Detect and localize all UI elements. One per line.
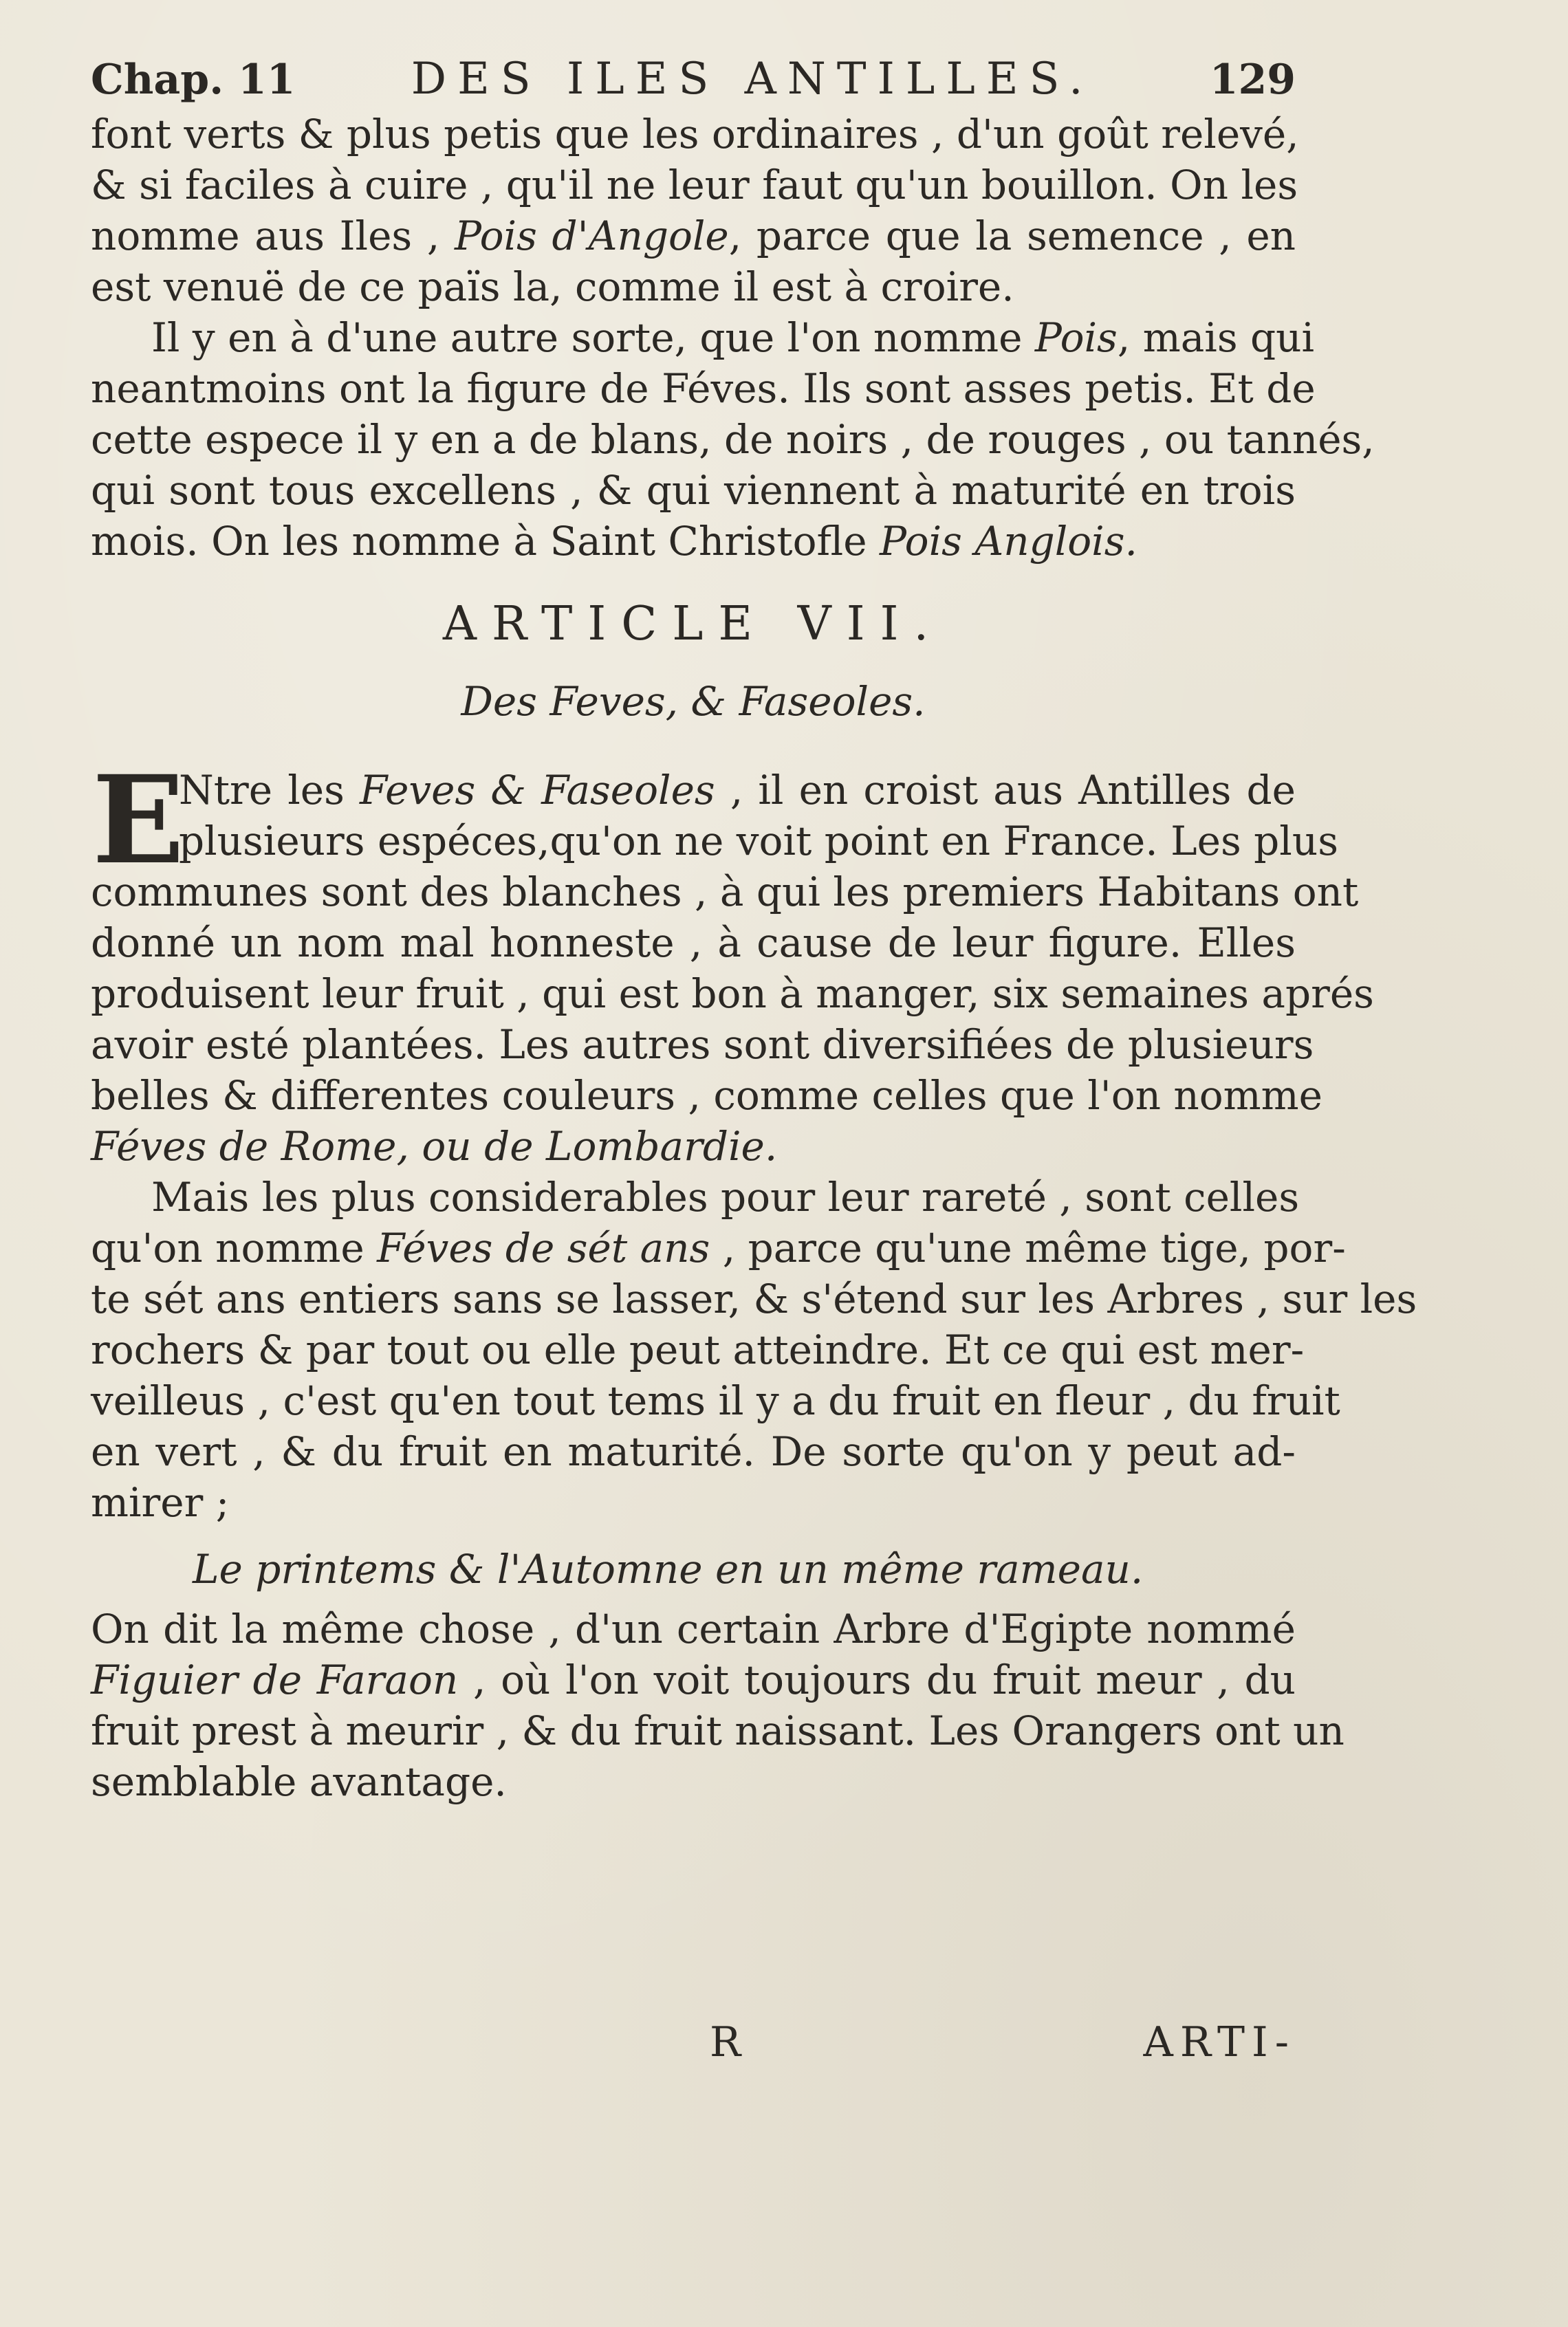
italic-text: Feves & Faseoles — [360, 767, 715, 813]
text-run: mois. On les nomme à Saint Christofle — [91, 518, 880, 565]
text-block — [91, 50, 1417, 1807]
text-line — [91, 160, 1296, 210]
text-run: , parce qu'une même tige, por- — [710, 1225, 1346, 1271]
text-run: rochers & par tout ou elle peut atteindre. Et ce qui est mer- — [91, 1326, 1305, 1373]
text-line — [91, 1070, 1323, 1121]
text-line — [91, 866, 1359, 917]
text-run: communes sont des blanches , à qui les premiers Habitans ont — [91, 868, 1359, 915]
text-run: cette espece il y en a de blans, de noirs , de rouges , ou tannés, — [91, 416, 1375, 463]
text-run: , parce que la semence , en — [728, 212, 1296, 259]
text-line — [91, 765, 1296, 816]
text-run: produisent leur fruit , qui est bon à manger, six semaines aprés — [91, 970, 1374, 1017]
italic-text: Pois d'Angole — [454, 212, 729, 259]
paragraph-3-wrapper — [91, 749, 1374, 1172]
text-run: Mais les plus considerables pour leur rareté , sont celles — [151, 1174, 1300, 1221]
paragraph-1 — [91, 109, 1299, 312]
text-line — [91, 1705, 1344, 1756]
paragraph-3 — [91, 749, 1374, 1172]
text-line — [91, 261, 1296, 312]
text-line — [91, 414, 1375, 465]
page-number: 129 — [1209, 56, 1296, 104]
text-line — [91, 1324, 1305, 1375]
article-title: ARTICLE VII. — [442, 597, 944, 651]
text-run: & si faciles à cuire , qu'il ne leur faut qu'un bouillon. On les — [91, 162, 1298, 208]
text-run: neantmoins ont la figure de Féves. Ils sont asses petis. Et de — [91, 365, 1316, 412]
paragraph-2 — [91, 312, 1375, 567]
text-run: qu'on nomme — [91, 1225, 378, 1271]
text-line — [91, 1477, 1296, 1528]
text-run: qui sont tous excellens , & qui viennent à maturité en trois — [91, 467, 1296, 514]
text-line — [91, 516, 1296, 567]
text-line — [91, 210, 1296, 261]
text-line — [91, 465, 1296, 516]
text-run: mirer ; — [91, 1479, 230, 1526]
article-subtitle: Des Feves, & Faseoles. — [461, 678, 926, 725]
text-line — [91, 1172, 1300, 1223]
text-run: , mais qui — [1117, 314, 1315, 361]
text-line — [91, 1756, 1296, 1807]
book-title: DES ILES ANTILLES. — [411, 54, 1094, 105]
text-run: fruit prest à meurir , & du fruit naissant. Les Orangers ont un — [91, 1707, 1344, 1754]
text-run: avoir esté plantées. Les autres sont diversifiées de plusieurs — [91, 1021, 1314, 1068]
text-run: On dit la même chose , d'un certain Arbre d'Egipte nommé — [91, 1606, 1296, 1652]
signature-mark: R — [710, 2018, 741, 2066]
drop-cap: E — [92, 749, 185, 891]
text-run: en vert , & du fruit en maturité. De sorte qu'on y peut ad- — [91, 1428, 1296, 1475]
text-line — [91, 109, 1299, 160]
italic-text: Figuier de Faraon — [91, 1657, 459, 1703]
text-line — [91, 1604, 1296, 1654]
text-line — [91, 1654, 1296, 1705]
text-line — [91, 917, 1296, 968]
paragraph-4 — [91, 1172, 1417, 1528]
italic-text: Pois Anglois. — [879, 518, 1137, 565]
text-line — [91, 1274, 1417, 1324]
text-run: est venuë de ce païs la, comme il est à croire. — [91, 263, 1014, 310]
text-line — [91, 1426, 1296, 1477]
catchword: ARTI- — [1143, 2018, 1296, 2066]
text-line — [91, 1019, 1314, 1070]
text-run: belles & differentes couleurs , comme celles que l'on nomme — [91, 1072, 1323, 1119]
paragraph-5 — [91, 1604, 1344, 1807]
text-line — [91, 968, 1374, 1019]
italic-text: Féves de sét ans — [377, 1225, 710, 1271]
text-run: , où l'on voit toujours du fruit meur , du — [458, 1657, 1296, 1703]
text-line — [91, 1375, 1340, 1426]
text-run: nomme aus Iles , — [91, 212, 455, 259]
text-run: donné un nom mal honneste , à cause de leur figure. Elles — [91, 919, 1296, 966]
text-run: Ntre les — [179, 767, 360, 813]
page-footer — [91, 2015, 1296, 2070]
text-run: plusieurs espéces,qu'on ne voit point en France. Les plus — [179, 818, 1338, 864]
text-line — [91, 363, 1316, 414]
text-run: veilleus , c'est qu'en tout tems il y a du fruit en fleur , du fruit — [91, 1377, 1340, 1424]
verse-line: Le printems & l'Automne en un même rameau. — [193, 1546, 1144, 1593]
text-line — [91, 1223, 1346, 1274]
italic-text: Pois — [1034, 314, 1118, 361]
running-head — [91, 50, 1296, 109]
text-run: Il y en à d'une autre sorte, que l'on nomme — [151, 314, 1035, 361]
text-line — [91, 1121, 1296, 1172]
text-run: te sét ans entiers sans se lasser, & s'étend sur les Arbres , sur les — [91, 1276, 1417, 1322]
chapter-label: Chap. 11 — [91, 56, 296, 104]
text-line — [91, 816, 1338, 866]
text-run: , il en croist aus Antilles de — [715, 767, 1296, 813]
text-run: semblable avantage. — [91, 1758, 507, 1805]
text-run: font verts & plus petis que les ordinaires , d'un goût relevé, — [91, 111, 1299, 157]
text-line — [91, 312, 1315, 363]
italic-text: Féves de Rome, ou de Lombardie. — [91, 1123, 778, 1170]
